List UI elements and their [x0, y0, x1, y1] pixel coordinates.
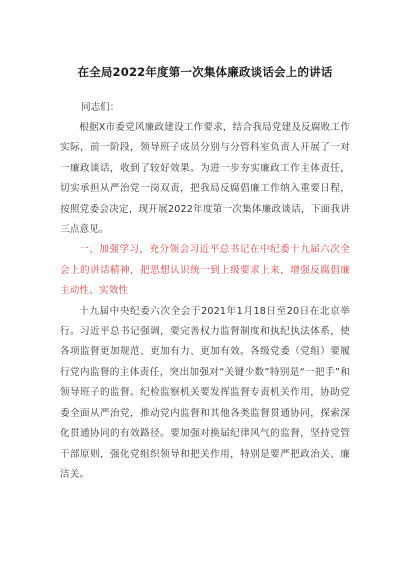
- section-paragraph: 十九届中央纪委六次全会于2021年1月18日至20日在北京举行。习近平总书记强调，要完善权力监督制度和执纪执法体系，使各项监督更加规范、更加有力、更加有效。各级党委（党组）要履行党内监督的主体责任，突出加强对“关键少数”特别是“一把手”和领导班子的监督。纪检监察机关要发挥监督专责机关作用，协助党委全面从严治党，推动党内监督和其他各类监督贯通协同，探索深化贯通协同的有效路径。要加强对换届纪律风气的监督，坚持党管干部原则，强化党组织领导和把关作用，特别是要严把政治关、廉洁关。: [60, 305, 350, 480]
- salutation: 同志们：: [81, 102, 120, 113]
- document-title: 在全局2022年度第一次集体廉政谈话会上的讲话: [77, 65, 333, 79]
- intro-paragraph: 根据X市委党风廉政建设工作要求，结合我局党建及反腐败工作实际，前一阶段，领导班子成员分别与分管科室负责人开展了一对一廉政谈话，收到了较好效果。为进一步夯实廉政工作主体责任，切实承担从严治党一岗双责，把我局反腐倡廉工作纳入重要日程，按照党委会决定，现开展2022年度第一次集体廉政谈话，下面我讲三点意见。: [60, 122, 350, 236]
- section-heading: 一、加强学习，充分领会习近平总书记在中纪委十九届六次全会上的讲话精神，把思想认识统一到上级要求上来，增强反腐倡廉主动性、实效性: [60, 244, 350, 297]
